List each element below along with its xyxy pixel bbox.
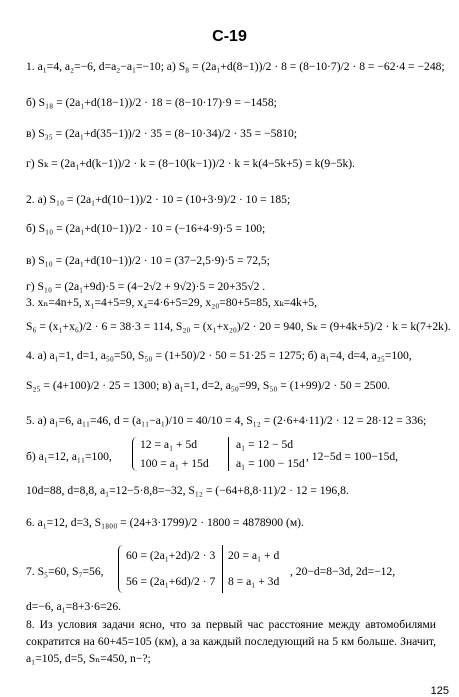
text-line-4: г) Sₖ = (2a₁+d(k−1))/2 · k = (8−10(k−1))/2 · k = k(4−5k+5) = k(9−5k). bbox=[26, 157, 356, 170]
text-line-17: 6. a₁=12, d=3, S₁₈₀₀ = (24+3·1799)/2 · 1800 = 4878900 (м). bbox=[26, 516, 304, 529]
text-line-12: S₂₅ = (4+100)/2 · 25 = 1300; в) a₁=1, d=2, a₅₀=99, S₅₀ = (1+99)/2 · 50 = 2500. bbox=[26, 379, 391, 392]
text-line-20: d=−6, a₁=8+3·6=26. bbox=[26, 600, 122, 613]
text-line-8: г) S₁₀ = (2a₁+9d)·5 = (4−2√2 + 9√2)·5 = 20+35√2 . bbox=[26, 280, 266, 293]
system-eq: a₁ = 12 − 5d bbox=[236, 438, 294, 451]
text-line-15: , 12−5d = 100−15d, bbox=[306, 450, 399, 463]
system-eq: 100 = a₁ + 15d bbox=[140, 457, 209, 470]
system-brace bbox=[132, 437, 137, 471]
page-number: 125 bbox=[430, 685, 449, 697]
system-brace bbox=[118, 545, 123, 593]
text-line-6: б) S₁₀ = (2a₁+d(10−1))/2 · 10 = (−16+4·9)·5 = 100; bbox=[26, 222, 266, 235]
system-eq: 60 = (2a₁+2d)/2 · 3 bbox=[126, 549, 216, 562]
text-line-2: б) S₁₈ = (2a₁+d(18−1))/2 · 18 = (8−10·17)·9 = −1458; bbox=[26, 96, 277, 109]
system-eq: 8 = a₁ + 3d bbox=[228, 575, 280, 588]
system-eq: 20 = a₁ + d bbox=[228, 549, 280, 562]
text-line-1: 1. a₁=4, a₂=−6, d=a₂−a₁=−10; а) S₈ = (2a₁+d(8−1))/2 · 8 = (8−10·7)/2 · 8 = −62·4 = −248; bbox=[26, 60, 445, 73]
text-line-5: 2. а) S₁₀ = (2a₁+d(10−1))/2 · 10 = (10+3·9)/2 · 10 = 185; bbox=[26, 193, 291, 206]
system-divider bbox=[222, 545, 223, 593]
text-paragraph-8: 8. Из условия задачи ясно, что за первый час расстояние между автомобилями сократится на 60+45=105 (км), а за каждый последующий на 5 км больше. Значит, a₁=105, d=5, Sₙ=450, n−?; bbox=[26, 618, 436, 665]
system-divider bbox=[228, 437, 229, 471]
text-line-9: 3. xₙ=4n+5, x₁=4+5=9, x₄=4·6+5=29, x₂₀=80+5=85, xₖ=4k+5, bbox=[26, 296, 318, 309]
text-line-13: 5. а) a₁=6, a₁₁=46, d = (a₁₁−a₁)/10 = 40/10 = 4, S₁₂ = (2·6+4·11)/2 · 12 = 28·12 = 336; bbox=[26, 414, 427, 427]
text-line-16: 10d=88, d=8,8, a₁=12−5·8,8=−32, S₁₂ = (−64+8,8·11)/2 · 12 = 196,8. bbox=[26, 484, 349, 497]
text-line-18: 7. S₅=60, S₇=56, bbox=[26, 565, 104, 578]
text-line-14: б) a₁=12, a₁₁=100, bbox=[26, 450, 112, 463]
system-eq: 12 = a₁ + 5d bbox=[140, 438, 198, 451]
system-eq: 56 = (2a₁+6d)/2 · 7 bbox=[126, 575, 216, 588]
text-line-7: в) S₁₀ = (2a₁+d(10−1))/2 · 10 = (37−2,5·9)·5 = 72,5; bbox=[26, 254, 270, 267]
text-line-11: 4. а) a₁=1, d=1, a₅₀=50, S₅₀ = (1+50)/2 · 50 = 51·25 = 1275; б) a₁=4, d=4, a₂₅=100, bbox=[26, 349, 412, 362]
text-line-10: S₆ = (x₁+x₆)/2 · 6 = 38·3 = 114, S₂₀ = (x₁+x₂₀)/2 · 20 = 940, Sₖ = (9+4k+5)/2 · k = k(7+2k). bbox=[26, 320, 451, 333]
text-line-19: , 20−d=8−3d, 2d=−12, bbox=[290, 565, 396, 578]
system-eq: a₁ = 100 − 15d bbox=[236, 457, 305, 470]
section-title: C-19 bbox=[212, 28, 247, 45]
text-line-3: в) S₃₅ = (2a₁+d(35−1))/2 · 35 = (8−10·34)/2 · 35 = −5810; bbox=[26, 127, 298, 140]
